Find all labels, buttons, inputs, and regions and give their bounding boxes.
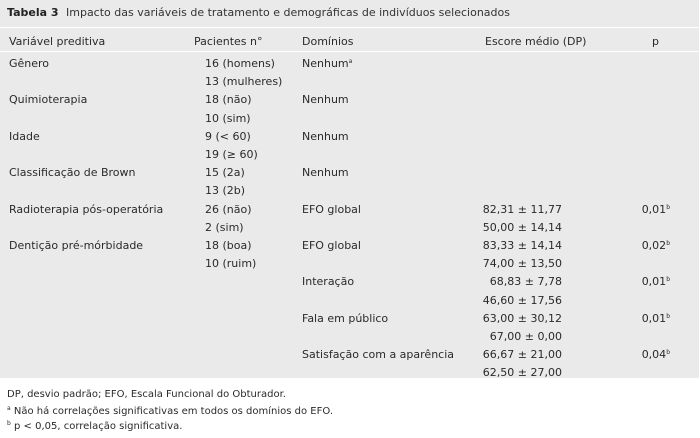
row-score: 68,83 ± 7,78: [489, 275, 562, 289]
footnote-mark: a: [7, 405, 11, 412]
header-score: Escore médio (DP): [485, 35, 587, 48]
patients-count: 13 (mulheres): [205, 75, 283, 89]
footnote: [7, 420, 182, 432]
row-domain: [302, 203, 361, 216]
footnote-mark: b: [666, 349, 670, 357]
row-score: 63,00 ± 30,12: [482, 311, 562, 325]
row-p-value: [630, 203, 670, 216]
patients-count: 16 (homens): [205, 57, 275, 70]
domain-text: Nenhum: [302, 93, 349, 107]
domain-text: Nenhum: [302, 57, 349, 70]
table-caption: Impacto das variáveis de tratamento e demográficas de indivíduos selecionados: [66, 6, 510, 19]
row-patients-value: [192, 239, 267, 252]
row-domain: [302, 348, 454, 361]
row-variable: Idade: [9, 129, 40, 143]
p-text: 0,02: [641, 239, 667, 252]
row-score: 62,50 ± 27,00: [482, 366, 562, 380]
row-patients-value: [192, 112, 267, 125]
p-text: 0,01: [641, 311, 667, 325]
patients-count: 2 (sim): [205, 220, 244, 234]
footnote-mark: a: [348, 58, 353, 65]
footnote-mark: b: [666, 276, 670, 284]
patients-count: 18 (boa): [205, 239, 252, 252]
row-score: 83,33 ± 14,14: [482, 239, 562, 252]
domain-text: Interação: [302, 275, 355, 289]
row-score: 66,67 ± 21,00: [482, 348, 562, 362]
row-p-value: [630, 239, 670, 252]
row-patients-value: [192, 57, 275, 70]
row-p-value: [630, 312, 670, 325]
footnote-text: Não há correlações significativas em todos os domínios do EFO.: [10, 406, 334, 417]
row-score: 46,60 ± 17,56: [482, 293, 562, 307]
row-domain: [302, 57, 352, 70]
row-domain: [302, 130, 349, 143]
patients-count: 18 (não): [205, 93, 252, 107]
patients-count: 9 (< 60): [205, 129, 251, 143]
row-variable: Radioterapia pós-operatória: [9, 202, 164, 216]
row-patients-value: [192, 166, 267, 179]
row-domain: [302, 275, 354, 288]
footnote-mark: b: [666, 312, 670, 320]
table-title-row: [0, 0, 699, 28]
row-score: 82,31 ± 11,77: [482, 202, 562, 216]
table-header-row: [0, 27, 699, 52]
footnote-text: p < 0,05, correlação significativa.: [10, 421, 183, 432]
row-patients-value: [192, 93, 267, 106]
header-variable: Variável preditiva: [9, 35, 106, 48]
row-score: 67,00 ± 0,00: [489, 330, 562, 343]
row-patients-value: [192, 75, 283, 89]
row-p-value: [630, 348, 670, 361]
patients-count: 10 (ruim): [205, 257, 257, 271]
footnote-text: DP, desvio padrão; EFO, Escala Funcional do Obturador.: [7, 389, 286, 400]
row-patients-value: [192, 221, 267, 234]
row-p-value: [630, 275, 670, 288]
footnote-mark: b: [666, 203, 670, 211]
domain-text: EFO global: [302, 239, 361, 252]
row-variable: Dentição pré-mórbidade: [9, 239, 144, 252]
patients-count: 19 (≥ 60): [205, 148, 258, 161]
domain-text: EFO global: [302, 202, 361, 216]
row-score: 74,00 ± 13,50: [482, 257, 562, 271]
footnote: [7, 405, 333, 417]
header-patients: Pacientes n°: [194, 35, 263, 48]
header-p: p: [652, 35, 659, 48]
row-variable: Classificação de Brown: [9, 166, 136, 180]
row-variable: Quimioterapia: [9, 93, 88, 107]
p-text: 0,04: [641, 348, 667, 362]
patients-count: 10 (sim): [205, 111, 251, 125]
domain-text: Fala em público: [302, 311, 389, 325]
domain-text: Nenhum: [302, 129, 349, 143]
row-domain: [302, 93, 349, 106]
domain-text: Nenhum: [302, 166, 349, 180]
footnote: [7, 389, 286, 400]
footnote-mark: b: [7, 420, 11, 427]
row-patients-value: [192, 184, 267, 197]
row-patients-value: [192, 148, 267, 161]
row-score: 50,00 ± 14,14: [482, 220, 562, 234]
footnote-mark: b: [666, 240, 670, 247]
row-variable: Gênero: [9, 57, 50, 70]
row-patients-value: [192, 203, 267, 216]
p-text: 0,01: [641, 275, 667, 289]
patients-count: 15 (2a): [205, 166, 245, 180]
patients-count: 26 (não): [205, 202, 252, 216]
row-domain: [302, 166, 349, 179]
row-patients-value: [192, 257, 267, 270]
row-domain: [302, 312, 388, 325]
row-domain: [302, 239, 361, 252]
table-label: Tabela 3: [7, 6, 59, 19]
p-text: 0,01: [641, 202, 667, 216]
patients-count: 13 (2b): [205, 184, 246, 198]
domain-text: Satisfação com a aparência: [302, 348, 455, 362]
header-domains: Domínios: [302, 35, 354, 48]
row-patients-value: [192, 130, 267, 143]
